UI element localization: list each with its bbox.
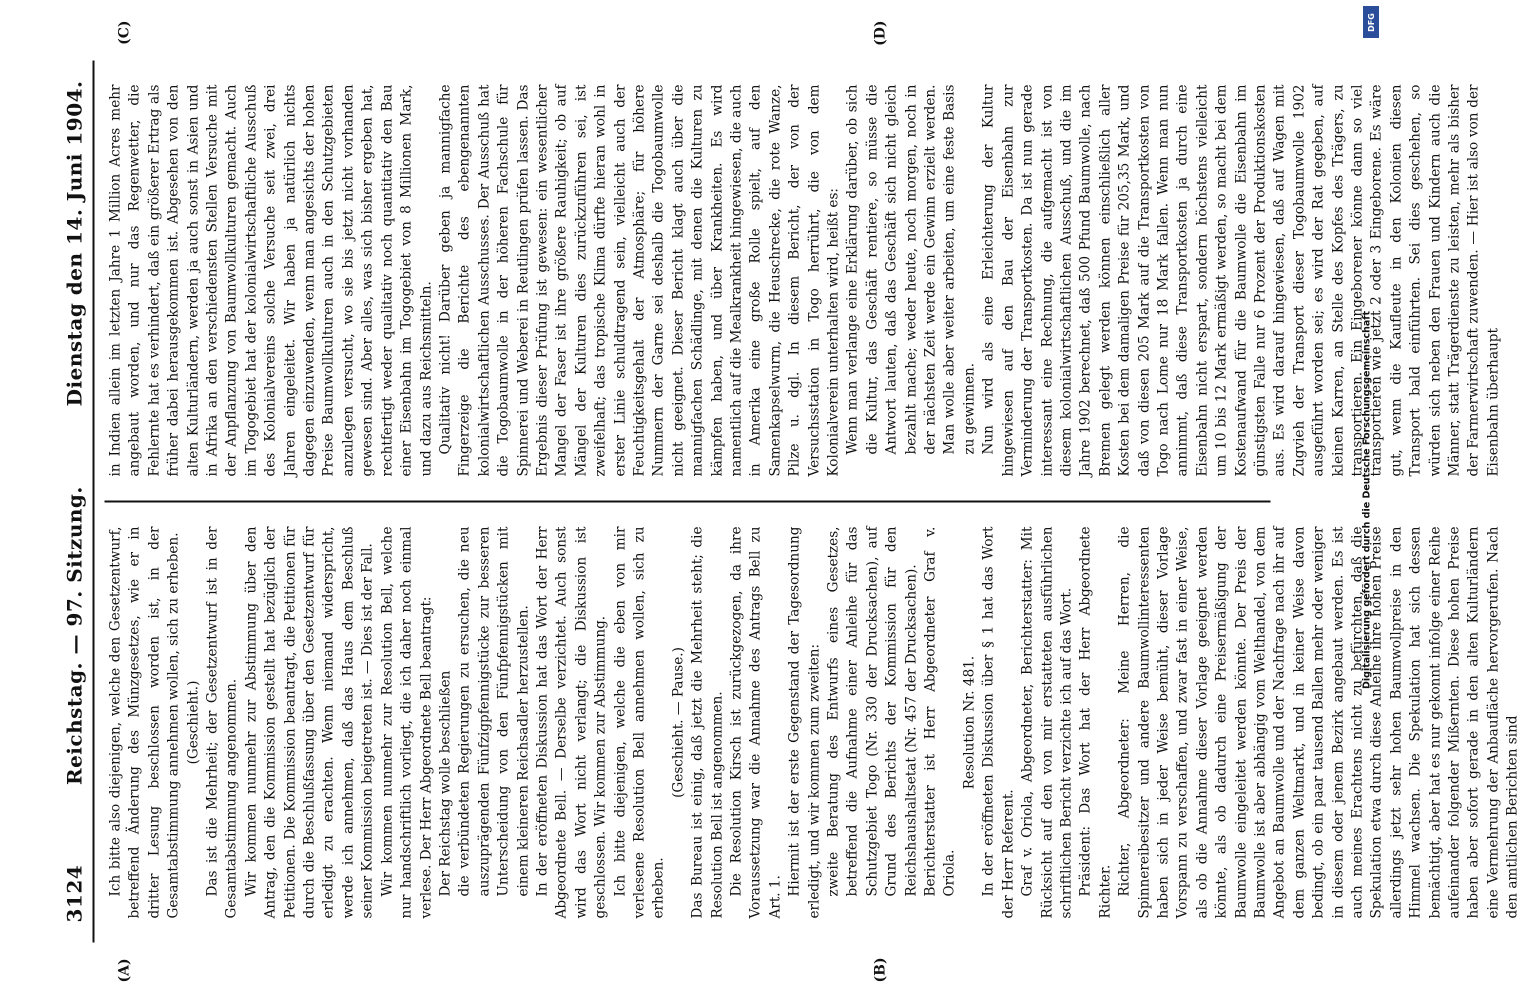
paragraph: Der Reichstag wolle beschließen	[436, 670, 453, 896]
paragraph: Ich bitte diejenigen, welche die eben von mir verlesene Resolution Bell annehmen wollen, sich zu erheben.	[611, 526, 667, 918]
dfg-logo: DFG	[1363, 6, 1379, 38]
rapporteur-note: Berichterstatter ist Herr Abgeordneter Graf v. Oriola.	[922, 526, 958, 896]
stage-direction: (Geschieht. — Pause.)	[669, 646, 686, 798]
paragraph: In der eröffneten Diskussion über § 1 hat das Wort der Herr Referent.	[980, 526, 1016, 918]
speech: Graf v. Oriola, Abgeordneter, Berichterstatter: Mit Rücksicht auf den von mir erstatteten ausführlichen schriftlichen Bericht verzichte ich auf das Wort.	[1019, 526, 1074, 918]
margin-mark-b: (B)	[872, 956, 888, 982]
speech: Präsident: Das Wort hat der Herr Abgeordnete Richter.	[1077, 526, 1113, 918]
page-number: 3124	[62, 864, 86, 922]
session-title: Reichstag. — 97. Sitzung.	[62, 485, 86, 785]
credit-text: Digitalisierung gefördert durch die Deutsche Forschungsgemeinschaft	[1361, 311, 1373, 689]
digitization-credit	[1357, 0, 1377, 1000]
paragraph: Nun wird als eine Erleichterung der Kultur hingewiesen auf den Bau der Eisenbahn zur Verminderung der Transportkosten. Da ist nun gerade interessant eine Rechnung, die aufgemacht ist von diesem kolonialwirtschaftlichen Ausschuß, und die im Jahre 1902 berechnet, daß 500 Pfund Baumwolle, nach Bremen gelegt werden können einschließlich aller Kosten bei dem damaligen Preise für 205,35 Mark, und daß von diesen 205 Mark auf die Transportkosten von Togo nach Lome nur 18 Mark fallen. Wenn man nun annimmt, daß diese Transportkosten ja durch eine Eisenbahn nicht erspart, sondern höchstens vielleicht um 10 bis 12 Mark ermäßigt werden, so macht bei dem Kostenaufwand für die Baumwolle die Eisenbahn im günstigsten Falle nur 6 Prozent der Produktionskosten aus. Es wird darauf hingewiesen, daß auf Wagen mit Zugvieh der Transport dieser Togobaumwolle 1902 ausgeführt worden sei; es wird der Rat gegeben, auf kleinen Karren, an Stelle des Kopfes des Trägers, zu transportieren. Ein Eingeborener könne dann so viel transportieren wie jetzt 2 oder 3 Eingeborene. Es wäre gut, wenn die Kaufleute in den Kolonien diesen Transport bald einführten. Sei dies geschehen, so würden sich neben den Frauen und Kindern auch die Männer, statt Trägerdienste zu leisten, mehr als bisher der Farmerwirtschaft zuwenden. — Hier ist also von der Eisenbahn überhaupt	[980, 84, 1501, 476]
left-column	[102, 502, 1521, 942]
margin-mark-c: (C)	[116, 20, 132, 45]
paragraph: Das ist die Mehrheit; der Gesetzentwurf ist in der Gesamtabstimmung angenommen.	[204, 526, 240, 918]
speech: Richter, Abgeordneter: Meine Herren, die Spinnereibesitzer und andere Baumwollinteressenten haben sich in jeder Weise bemüht, dieser Vorlage Vorspann zu verschaffen, und zwar fast in einer Weise, als ob die Annahme dieser Vorlage geeignet werden könnte, als ob dadurch eine Preisermäßigung der Baumwolle eingeleitet werden könnte. Der Preis der Baumwolle ist aber abhängig vom Welthandel, von dem Angebot an Baumwolle und der Nachfrage nach ihr auf dem ganzen Weltmarkt, und in keiner Weise davon bedingt, ob ein paar tausend Ballen mehr oder weniger in diesem oder jenem Bezirk angebaut werden. Es ist auch meines Erachtens nicht zu befürchten, daß die Spekulation etwa durch diese Anleihe ihre hohen Preise allerdings jetzt sehr hohen Baumwollpreise in den Himmel wachsen. Die Spekulation hat sich dessen bemächtigt, aber hat es nur gekonnt infolge einer Reihe aufeinander folgender Mißernten. Diese hohen Preise haben aber sofort gerade in den alten Kulturländern eine Vermehrung der Anbaufläche hervorgerufen. Nach den amtlichen Berichten sind	[1116, 526, 1521, 918]
page-header	[62, 60, 94, 942]
margin-mark-d: (D)	[872, 20, 888, 46]
motion-text: die verbündeten Regierungen zu ersuchen, die neu auszuprägenden Fünfzigpfennigstücke zur besseren Unterscheidung von den Fünfpfennigstücken mit einem kleineren Reichsadler herzustellen.	[456, 526, 531, 896]
paragraph: Wir kommen nunmehr zur Resolution Bell, welche nur handschriftlich vorliegt, die ich daher noch einmal verlese. Der Herr Abgeordnete Bell beantragt:	[378, 526, 434, 918]
paragraph: Qualitativ nicht! Darüber geben ja mannigfache Fingerzeige die Berichte des ebengenannten kolonialwirtschaftlichen Ausschusses. Der Ausschuß hat die Togobaumwolle in der höheren Fachschule für Spinnerei und Weberei in Reutlingen prüfen lassen. Das Ergebnis dieser Prüfung ist gewesen: ein wesentlicher Mangel der Faser ist ihre größere Rauhigkeit; ob auf Mängel der Kulturen dies zurückzuführen sei, ist zweifelhaft; das tropische Klima dürfte hieran wohl in erster Linie schuldtragend sein, vielleicht auch der Feuchtigkeitsgehalt der Atmosphäre; für höhere Nummern der Garne sei deshalb die Togobaumwolle nicht geeignet. Dieser Bericht klagt auch über die mannigfachen Schädlinge, mit denen die Kulturen zu kämpfen haben, und über Krankheiten. Es wird namentlich auf die Mealkrankheit hingewiesen, die auch in Amerika eine große Rolle spielt, auf den Samenkapselwurm, die Heuschrecke, die rote Wanze, Pilze u. dgl. In diesem Bericht, der von der Versuchsstation in Togo herrührt, die von dem Kolonialverein unterhalten wird, heißt es:	[436, 84, 842, 476]
margin-mark-a: (A)	[116, 957, 132, 982]
quotation: Wenn man verlange eine Erklärung darüber, ob sich die Kultur, das Geschäft rentiere, so müsse die Antwort lauten, daß das Geschäft sich nicht gleich bezahlt mache; weder heute, noch morgen, noch in der nächsten Zeit werde ein Gewinn erzielt werden. Man wolle aber weiter arbeiten, um eine feste Basis zu gewinnen.	[844, 84, 977, 454]
paragraph: Die Resolution Kirsch ist zurückgezogen, da ihre Voraussetzung war die Annahme des Antrags Bell zu Art. 1.	[728, 526, 783, 918]
agenda-item: zweite Beratung des Entwurfs eines Gesetzes, betreffend die Aufnahme einer Anleihe für das Schutzgebiet Togo (Nr. 330 der Drucksachen), auf Grund des Berichts der Kommission für den Reichshaushaltsetat (Nr. 457 der Drucksachen).	[825, 526, 919, 896]
resolution-number: Resolution Nr. 481.	[960, 655, 977, 789]
session-date: Dienstag den 14. Juni 1904.	[62, 80, 86, 406]
stage-direction: (Geschieht.)	[184, 680, 201, 764]
paragraph: Wir kommen nunmehr zur Abstimmung über den Antrag, den die Kommission gestellt hat bezüglich der Petitionen. Die Kommission beantragt, die Petitionen für durch die Beschlußfassung über den Gesetzentwurf für erledigt zu erachten. Wenn niemand widerspricht, werde ich annehmen, daß das Haus dem Beschluß seiner Kommission beigetreten ist. — Dies ist der Fall.	[242, 526, 376, 918]
paragraph: in Indien allein im letzten Jahre 1 Million Acres mehr angebaut worden, und nur das Regenwetter, die Fehlernte hat es verhindert, daß ein größerer Ertrag als früher dabei herausgekommen ist. Abgesehen von den alten Kulturländern, werden ja auch sonst in Asien und in Afrika an den verschiedensten Stellen Versuche mit der Anpflanzung von Baumwollkulturen gemacht. Auch im Togogebiet hat der kolonialwirtschaftliche Ausschuß des Kolonialvereins solche Versuche seit zwei, drei Jahren eingeleitet. Wir haben ja natürlich nichts dagegen einzuwenden, wenn man angesichts der hohen Preise Baumwollkulturen auch in den Schutzgebieten anzulegen versucht, wo sie bis jetzt nicht vorhanden gewesen sind. Aber alles, was sich bisher ergeben hat, rechtfertigt weder qualitativ noch quantitativ den Bau einer Eisenbahn im Togogebiet von 8 Millionen Mark, und dazu aus Reichsmitteln.	[107, 84, 434, 476]
paragraph: Ich bitte also diejenigen, welche den Gesetzentwurf, betreffend Änderung des Münzgesetzes, wie er in dritter Lesung beschlossen worden ist, in der Gesamtabstimmung annehmen wollen, sich zu erheben.	[107, 526, 182, 918]
paragraph: Das Bureau ist einig, daß jetzt die Mehrheit steht; die Resolution Bell ist angenommen.	[689, 526, 725, 918]
paragraph: In der eröffneten Diskussion hat das Wort der Herr Abgeordnete Bell. — Derselbe verzichtet. Auch sonst wird das Wort nicht verlangt; die Diskussion ist geschlossen. Wir kommen zur Abstimmung.	[533, 526, 609, 918]
paragraph: Hiermit ist der erste Gegenstand der Tagesordnung erledigt, und wir kommen zum zweiten:	[786, 526, 822, 918]
